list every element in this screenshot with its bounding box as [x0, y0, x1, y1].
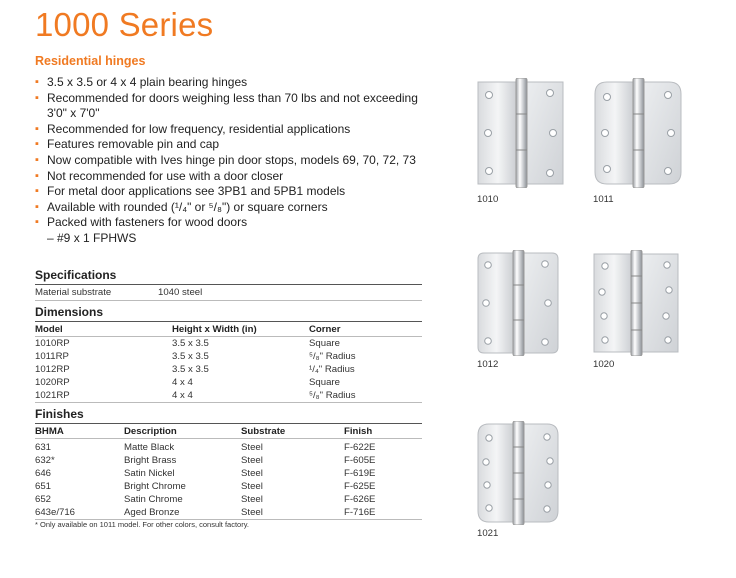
hinge-image-1012 — [477, 250, 559, 356]
hinge-label: 1020 — [593, 359, 615, 370]
bullet-icon: ▪ — [35, 122, 39, 135]
table-row — [35, 493, 422, 506]
divider — [35, 402, 422, 403]
list-item — [35, 91, 435, 122]
model-cell: 1010RP — [35, 338, 70, 349]
column-header: Description — [124, 426, 177, 437]
substrate-cell: Steel — [241, 494, 263, 505]
corner-cell: ⁵/₈" Radius — [309, 390, 356, 401]
table-row — [35, 337, 422, 350]
corner-cell: Square — [309, 338, 340, 349]
table-row — [35, 376, 422, 389]
divider — [35, 284, 422, 285]
finish-cell: F-626E — [344, 494, 376, 505]
finish-cell: F-625E — [344, 481, 376, 492]
column-header: Corner — [309, 324, 341, 335]
substrate-cell: Steel — [241, 455, 263, 466]
bullet-icon: ▪ — [35, 216, 39, 229]
size-cell: 4 x 4 — [172, 377, 193, 388]
column-header: BHMA — [35, 426, 64, 437]
finish-cell: F-716E — [344, 507, 376, 518]
table-row — [35, 506, 422, 519]
description-cell: Matte Black — [124, 442, 175, 453]
bhma-cell: 652 — [35, 494, 52, 505]
spec-label: Material substrate — [35, 287, 112, 298]
substrate-cell: Steel — [241, 507, 263, 518]
corner-cell: Square — [309, 377, 340, 388]
size-cell: 3.5 x 3.5 — [172, 338, 209, 349]
spec-value: 1040 steel — [158, 287, 203, 298]
feature-list — [35, 75, 435, 247]
page-title: 1000 Series — [35, 6, 214, 43]
list-item-subtext: – #9 x 1 FPHWS — [47, 230, 137, 245]
description-cell: Bright Brass — [124, 455, 177, 466]
table-row — [35, 467, 422, 480]
bhma-cell: 651 — [35, 481, 52, 492]
model-cell: 1020RP — [35, 377, 70, 388]
table-row — [35, 454, 422, 467]
hinge-label: 1012 — [477, 359, 499, 370]
specifications-heading: Specifications — [35, 268, 117, 282]
size-cell: 4 x 4 — [172, 390, 193, 401]
finishes-heading: Finishes — [35, 407, 84, 421]
list-item — [35, 215, 435, 246]
list-item — [35, 200, 435, 216]
table-row — [35, 441, 422, 454]
hinge-image-1020 — [593, 250, 679, 356]
bullet-icon: ▪ — [35, 91, 39, 104]
bhma-cell: 646 — [35, 468, 52, 479]
list-item-text: Now compatible with Ives hinge pin door stops, models 69, 70, 72, 73 — [47, 152, 416, 167]
column-header: Finish — [344, 426, 373, 437]
substrate-cell: Steel — [241, 468, 263, 479]
column-header: Height x Width (in) — [172, 324, 257, 335]
bullet-icon: ▪ — [35, 138, 39, 151]
description-cell: Bright Chrome — [124, 481, 186, 492]
model-cell: 1011RP — [35, 351, 69, 362]
spec-row — [35, 286, 422, 299]
list-item — [35, 169, 435, 185]
divider — [35, 321, 422, 322]
list-item — [35, 153, 435, 169]
divider — [35, 300, 422, 301]
finish-cell: F-605E — [344, 455, 376, 466]
list-item-text: Available with rounded (¹/₄" or ⁵/₈") or square corners — [47, 199, 328, 214]
model-cell: 1012RP — [35, 364, 70, 375]
bhma-cell: 631 — [35, 442, 52, 453]
substrate-cell: Steel — [241, 442, 263, 453]
list-item — [35, 75, 435, 91]
column-header: Model — [35, 324, 63, 335]
bullet-icon: ▪ — [35, 185, 39, 198]
list-item-text: 3.5 x 3.5 or 4 x 4 plain bearing hinges — [47, 75, 248, 89]
hinge-image-1021 — [477, 421, 559, 525]
finish-cell: F-619E — [344, 468, 376, 479]
list-item-text: For metal door applications see 3PB1 and 5PB1 models — [47, 184, 346, 199]
description-cell: Aged Bronze — [124, 507, 180, 518]
table-row — [35, 389, 422, 402]
list-item-text: Features removable pin and cap — [47, 137, 220, 152]
dimensions-heading: Dimensions — [35, 305, 104, 319]
list-item — [35, 122, 435, 138]
finishes-header-row — [35, 425, 422, 438]
hinge-label: 1010 — [477, 194, 499, 205]
list-item-text: Recommended for low frequency, residential applications — [47, 121, 351, 136]
substrate-cell: Steel — [241, 481, 263, 492]
column-header: Substrate — [241, 426, 286, 437]
bhma-cell: 632* — [35, 455, 55, 466]
divider — [35, 438, 422, 439]
list-item-text: Packed with fasteners for wood doors — [47, 215, 248, 230]
description-cell: Satin Chrome — [124, 494, 183, 505]
description-cell: Satin Nickel — [124, 468, 175, 479]
list-item — [35, 137, 435, 153]
size-cell: 3.5 x 3.5 — [172, 364, 209, 375]
hinge-label: 1021 — [477, 528, 499, 539]
model-cell: 1021RP — [35, 390, 70, 401]
bullet-icon: ▪ — [35, 153, 39, 166]
bullet-icon: ▪ — [35, 169, 39, 182]
table-row — [35, 363, 422, 376]
dimensions-header-row — [35, 323, 422, 336]
bhma-cell: 643e/716 — [35, 507, 76, 518]
corner-cell: ⁵/₈" Radius — [309, 351, 356, 362]
section-subtitle: Residential hinges — [35, 54, 146, 68]
divider — [35, 423, 422, 424]
list-item-text: Recommended for doors weighing less than 70 lbs and not exceeding 3'0" x 7'0" — [47, 90, 418, 121]
table-row — [35, 350, 422, 363]
bullet-icon: ▪ — [35, 200, 39, 213]
hinge-image-1011 — [593, 78, 683, 188]
footnote: * Only available on 1011 model. For other colors, consult factory. — [35, 520, 249, 529]
bullet-icon: ▪ — [35, 76, 39, 88]
size-cell: 3.5 x 3.5 — [172, 351, 209, 362]
list-item-text: Not recommended for use with a door closer — [47, 168, 284, 183]
hinge-image-1010 — [477, 78, 565, 188]
list-item — [35, 184, 435, 200]
hinge-label: 1011 — [593, 194, 614, 205]
table-row — [35, 480, 422, 493]
finish-cell: F-622E — [344, 442, 376, 453]
corner-cell: ¹/₄" Radius — [309, 364, 355, 375]
